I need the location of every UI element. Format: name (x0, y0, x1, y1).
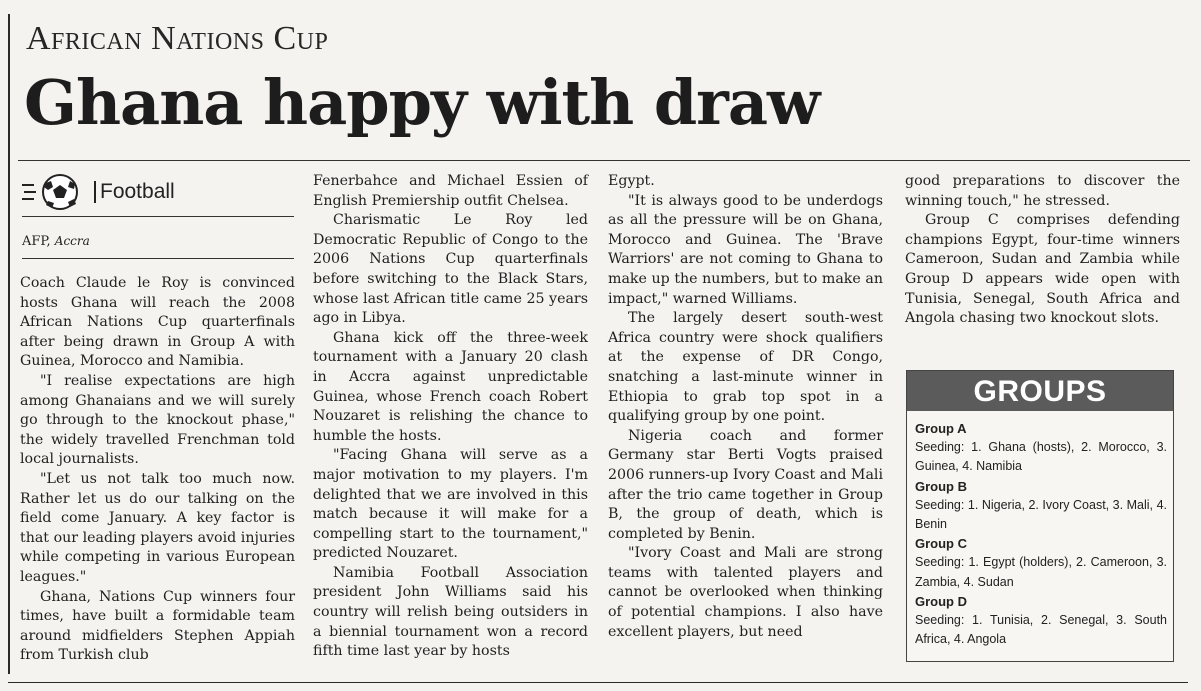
group-name: Group A (915, 421, 967, 436)
paragraph: good preparations to discover the winning touch," he stressed. (905, 173, 1180, 209)
group-seeding: Seeding: 1. Egypt (holders), 2. Cameroon, 3. Zambia, 4. Sudan (915, 555, 1167, 589)
divider (22, 216, 294, 217)
paragraph: Ghana kick off the three-week tournament with a January 20 clash in Accra against unpredictable Guinea, whose French coach Robert Nouzaret is relishing the chance to humble the hosts. (313, 329, 588, 444)
paragraph: "Let us not talk too much now. Rather let us do our talking on the field come January. A key factor is that our leading players avoid injuries while competing in various European leagues." (20, 470, 295, 585)
paragraph: Ghana, Nations Cup winners four times, have built a formidable team around midfielders Stephen Appiah from Turkish club (20, 588, 295, 664)
divider (22, 258, 294, 259)
byline (22, 234, 90, 249)
paragraph: Egypt. (608, 173, 655, 189)
group-seeding: Seeding: 1. Ghana (hosts), 2. Morocco, 3. Guinea, 4. Namibia (915, 440, 1167, 474)
byline-agency: AFP, (22, 234, 51, 249)
byline-place: Accra (54, 234, 90, 248)
paragraph: Nigeria coach and former Germany star Berti Vogts praised 2006 runners-up Ivory Coast and Mali after the trio came together in Group B, the group of death, which is completed by Benin. (608, 427, 883, 542)
headline: Ghana happy with draw (24, 66, 820, 139)
group-seeding: Seeding: 1. Nigeria, 2. Ivory Coast, 3. Mali, 4. Benin (915, 497, 1167, 532)
article-column-3 (608, 172, 883, 642)
paragraph: Charismatic Le Roy led Democratic Republic of Congo to the 2006 Nations Cup quarterfinals before switching to the Black Stars, whose last African title came 25 years ago in Libya. (313, 212, 588, 327)
group-name: Group C (915, 536, 967, 552)
paragraph: "It is always good to be underdogs as all the pressure will be on Ghana, Morocco and Guinea. The 'Brave Warriors' are not coming to Ghana to make up the numbers, but to make an impact," warned Williams. (608, 192, 883, 307)
group-name: Group D (915, 593, 967, 609)
paragraph: "I realise expectations are high among Ghanaians and we will surely go through to the knockout phase," the widely travelled Frenchman told local journalists. (20, 372, 295, 468)
paragraph: The largely desert south-west Africa country were shock qualifiers at the expense of DR Congo, snatching a last-minute winner in Ethiopia to grab top spot in a qualifying group by one point. (608, 310, 883, 425)
group-name: Group B (915, 478, 967, 494)
article-column-1 (20, 274, 295, 666)
paragraph: Fenerbahce and Michael Essien of English Premiership outfit Chelsea. (313, 173, 588, 209)
section-tag (22, 173, 294, 211)
kicker: African Nations Cup (26, 20, 329, 57)
article-column-4 (905, 172, 1180, 329)
paragraph: "Ivory Coast and Mali are strong teams with talented players and cannot be overlooked when thinking of potential champions. I also have excellent players, but need (608, 545, 883, 640)
divider (18, 160, 1190, 161)
paragraph: Namibia Football Association president John Williams said his country will relish being outsiders in a biennial tournament won a record fifth time last year by hosts (313, 564, 588, 660)
groups-list (915, 419, 1167, 649)
paragraph: Group C comprises defending champions Egypt, four-time winners Cameroon, Sudan and Zambia while Group D appears wide open with Tunisia, Senegal, South Africa and Angola chasing two knockout slots. (905, 212, 1180, 327)
groups-title: GROUPS (907, 371, 1173, 411)
paragraph: "Facing Ghana will serve as a major motivation to my players. I'm delighted that we are involved in this match because it will make for a compelling start to the tournament," predicted Nouzaret. (313, 447, 588, 562)
group-seeding: Seeding: 1. Tunisia, 2. Senegal, 3. South Africa, 4. Angola (915, 613, 1167, 647)
football-icon (22, 173, 84, 211)
section-label: Football (94, 181, 175, 203)
divider (8, 682, 1188, 683)
paragraph: Coach Claude le Roy is convinced hosts Ghana will reach the 2008 African Nations Cup quarterfinals after being drawn in Group A with Guinea, Morocco and Namibia. (20, 275, 295, 370)
column-rule (8, 14, 10, 674)
groups-sidebar (906, 370, 1174, 662)
article-column-2 (313, 172, 588, 662)
